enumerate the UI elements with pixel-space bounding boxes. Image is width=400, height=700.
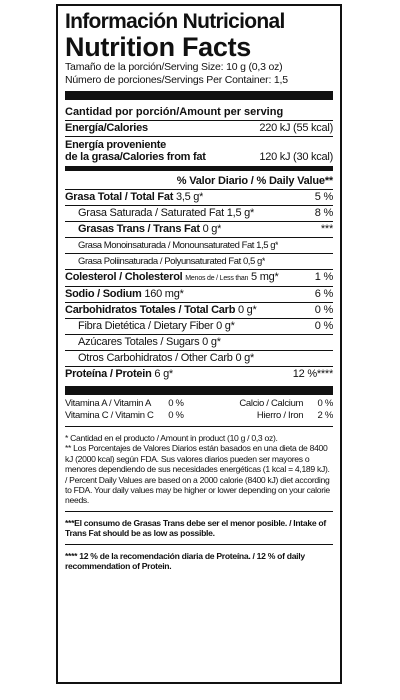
sat-fat-amount: 1,5 g*: [226, 207, 255, 219]
energy-fat-value: 120 kJ (30 kcal): [259, 151, 333, 163]
vitamin-a-label: Vitamina A / Vitamin A: [65, 398, 151, 409]
nutrient-row-fiber: [65, 319, 333, 334]
cholesterol-dv: 1 %: [314, 271, 333, 283]
nutrient-row-sodium: [65, 287, 333, 302]
iron-label: Hierro / Iron: [256, 410, 304, 421]
title-spanish: Información Nutricional: [65, 10, 285, 33]
poly-fat-label: Grasa Poliinsaturada / Polyunsaturated Fat: [78, 256, 241, 267]
energy-fat-label-line1: Energía proveniente: [65, 139, 167, 151]
nutrient-row-sugars: [65, 335, 333, 350]
nutrient-row-poly-fat: [65, 254, 333, 269]
cholesterol-label: Colesterol / Cholesterol: [65, 271, 183, 283]
total-fat-label: Grasa Total / Total Fat: [65, 191, 174, 203]
sodium-amount: 160 mg*: [144, 288, 184, 300]
sat-fat-label: Grasa Saturada / Saturated Fat: [78, 207, 224, 219]
mono-fat-amount: 1,5 g*: [256, 240, 279, 251]
poly-fat-amount: 0,5 g*: [242, 256, 266, 267]
other-carb-amount: 0 g*: [235, 352, 255, 364]
nutrient-row-other-carb: [65, 351, 333, 366]
footnote-daily-value: ** Los Porcentajes de Valores Diarios están basados en una dieta de 8400 kJ (2000 kcal) según FDA. Sus valores diarios pueden ser mayores o menores dependiendo de sus necesidades energéticas (1 kcal = 4,189 kJ). / Percent Daily Values are based on a 2000 calorie (8400 kJ) diet according to FDA. Your daily values may be higher or lower depending on your calorie needs.: [65, 443, 330, 506]
iron-dv: 2 %: [317, 410, 333, 421]
mono-fat-label: Grasa Monoinsaturada / Monounsaturated Fat: [78, 240, 254, 251]
nutrient-row-cholesterol: [65, 270, 333, 286]
protein-label: Proteína / Protein: [65, 368, 152, 380]
protein-amount: 6 g*: [154, 368, 173, 380]
sodium-dv: 6 %: [314, 288, 333, 300]
energy-label: Energía/Calories: [65, 122, 148, 134]
fiber-amount: 0 g*: [216, 320, 235, 332]
thick-divider: [65, 386, 333, 395]
cholesterol-qualifier: Menos de / Less than: [185, 275, 249, 282]
nutrient-row-trans-fat: [65, 222, 333, 237]
energy-row: [65, 121, 333, 136]
calcium-label: Calcio / Calcium: [239, 398, 304, 409]
nutrient-row-total-fat: [65, 190, 333, 205]
medium-divider: [65, 166, 333, 171]
title-english: Nutrition Facts: [65, 32, 252, 62]
nutrient-row-saturated-fat: [65, 206, 333, 221]
sat-fat-dv: 8 %: [314, 207, 333, 219]
nutrient-row-mono-fat: [65, 238, 333, 253]
carbs-amount: 0 g*: [237, 304, 257, 316]
nutrition-facts-panel: [56, 4, 342, 684]
total-fat-amount: 3,5 g*: [175, 191, 204, 203]
calcium-dv: 0 %: [317, 398, 333, 409]
other-carb-label: Otros Carbohidratos / Other Carb: [78, 352, 233, 364]
energy-fat-label: [65, 139, 206, 163]
trans-fat-amount: 0 g*: [202, 223, 222, 235]
footnote-trans-fat: ***El consumo de Grasas Trans debe ser el menor posible. / Intake of Trans Fat should be as low as possible.: [65, 517, 326, 539]
carbs-dv: 0 %: [314, 304, 333, 316]
thick-divider: [65, 91, 333, 100]
trans-fat-label: Grasas Trans / Trans Fat: [78, 223, 200, 235]
sugars-amount: 0 g*: [202, 336, 221, 348]
energy-value: 220 kJ (55 kcal): [259, 122, 333, 134]
vitamin-row: [65, 410, 333, 422]
fiber-label: Fibra Dietética / Dietary Fiber: [78, 320, 214, 332]
nutrient-row-protein: [65, 367, 333, 382]
vitamin-row: [65, 398, 333, 410]
fiber-dv: 0 %: [314, 320, 333, 332]
nutrient-row-carbs: [65, 303, 333, 318]
energy-fat-row: [65, 137, 333, 164]
vitamin-c-dv: 0 %: [168, 410, 184, 421]
footnote-protein: **** 12 % de la recomendación diaria de Proteína. / 12 % of daily recommendation of Protein.: [65, 550, 305, 572]
cholesterol-amount: 5 mg*: [251, 271, 279, 283]
carbs-label: Carbohidratos Totales / Total Carb: [65, 304, 236, 316]
daily-value-header: % Valor Diario / % Daily Value**: [176, 175, 333, 187]
servings-per-container: Número de porciones/Servings Per Container: 1,5: [65, 74, 288, 86]
sodium-label: Sodio / Sodium: [65, 288, 142, 300]
vitamin-a-dv: 0 %: [168, 398, 184, 409]
footnote-amount: * Cantidad en el producto / Amount in product (10 g / 0,3 oz).: [65, 433, 278, 443]
total-fat-dv: 5 %: [314, 191, 333, 203]
amount-per-serving: Cantidad por porción/Amount per serving: [65, 106, 284, 118]
serving-size: Tamaño de la porción/Serving Size: 10 g (0,3 oz): [65, 61, 283, 73]
vitamin-c-label: Vitamina C / Vitamin C: [65, 410, 154, 421]
protein-dv: 12 %****: [292, 368, 333, 380]
trans-fat-dv: ***: [320, 223, 333, 235]
energy-fat-label-line2: de la grasa/Calories from fat: [65, 151, 206, 163]
sugars-label: Azúcares Totales / Sugars: [78, 336, 200, 348]
